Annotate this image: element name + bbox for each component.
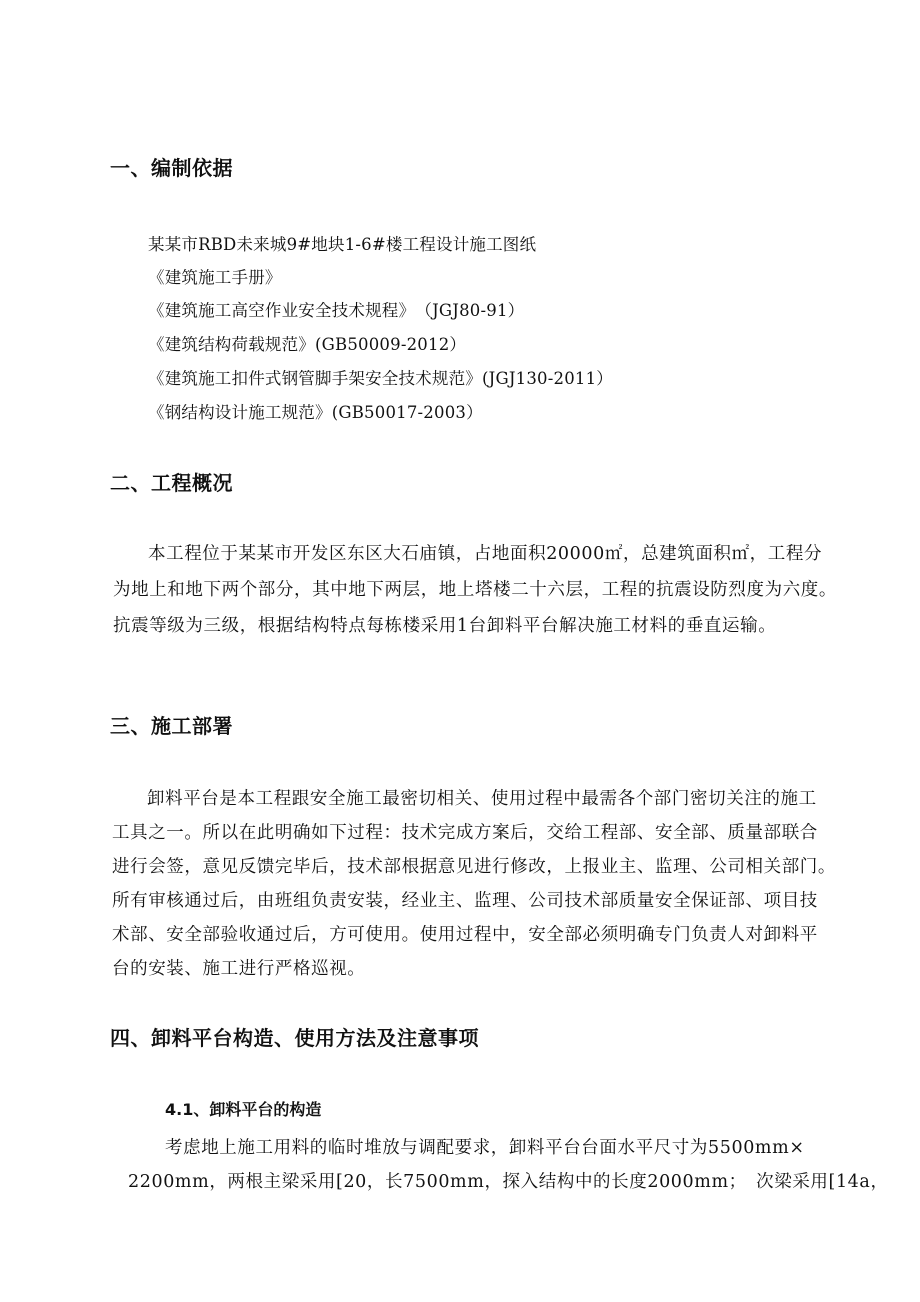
paragraph-line: 2200mm，两根主梁采用[20，长7500mm，探入结构中的长度2000mm； 次梁采用[14a， [128,1172,889,1192]
paragraph-line: 考虑地上施工用料的临时堆放与调配要求，卸料平台台面水平尺寸为5500mm× [165,1138,805,1158]
reference-item: 《建筑施工扣件式钢管脚手架安全技术规范》(JGJ130-2011） [148,369,614,388]
section-heading-basis: 一、编制依据 [110,156,233,180]
section-heading-platform: 四、卸料平台构造、使用方法及注意事项 [110,1026,479,1050]
reference-item: 某某市RBD未来城9#地块1-6#楼工程设计施工图纸 [148,235,537,254]
reference-item: 《钢结构设计施工规范》(GB50017-2003） [148,403,483,422]
section-heading-overview: 二、工程概况 [110,471,233,495]
reference-item: 《建筑结构荷载规范》(GB50009-2012） [148,335,467,354]
paragraph-line: 所有审核通过后，由班组负责安装，经业主、监理、公司技术部质量安全保证部、项目技 [112,891,818,911]
paragraph-line: 本工程位于某某市开发区东区大石庙镇，占地面积20000㎡，总建筑面积㎡，工程分 [148,544,823,564]
section-heading-deployment: 三、施工部署 [110,714,233,738]
paragraph-line: 为地上和地下两个部分，其中地下两层，地上塔楼二十六层，工程的抗震设防烈度为六度。 [113,580,837,600]
paragraph-line: 抗震等级为三级，根据结构特点每栋楼采用1台卸料平台解决施工材料的垂直运输。 [113,616,777,636]
reference-item: 《建筑施工手册》 [148,268,282,287]
paragraph-line: 工具之一。所以在此明确如下过程：技术完成方案后，交给工程部、安全部、质量部联合 [112,823,818,843]
reference-item: 《建筑施工高空作业安全技术规程》 （JGJ80-91） [148,301,525,320]
paragraph-line: 术部、安全部验收通过后，方可使用。使用过程中，安全部必须明确专门负责人对卸料平 [112,925,818,945]
paragraph-line: 进行会签，意见反馈完毕后，技术部根据意见进行修改，上报业主、监理、公司相关部门。 [112,857,836,877]
paragraph-line: 卸料平台是本工程跟安全施工最密切相关、使用过程中最需各个部门密切关注的施工 [147,789,817,809]
subsection-heading-structure: 4.1、卸料平台的构造 [165,1100,322,1119]
paragraph-line: 台的安装、施工进行严格巡视。 [112,959,366,979]
